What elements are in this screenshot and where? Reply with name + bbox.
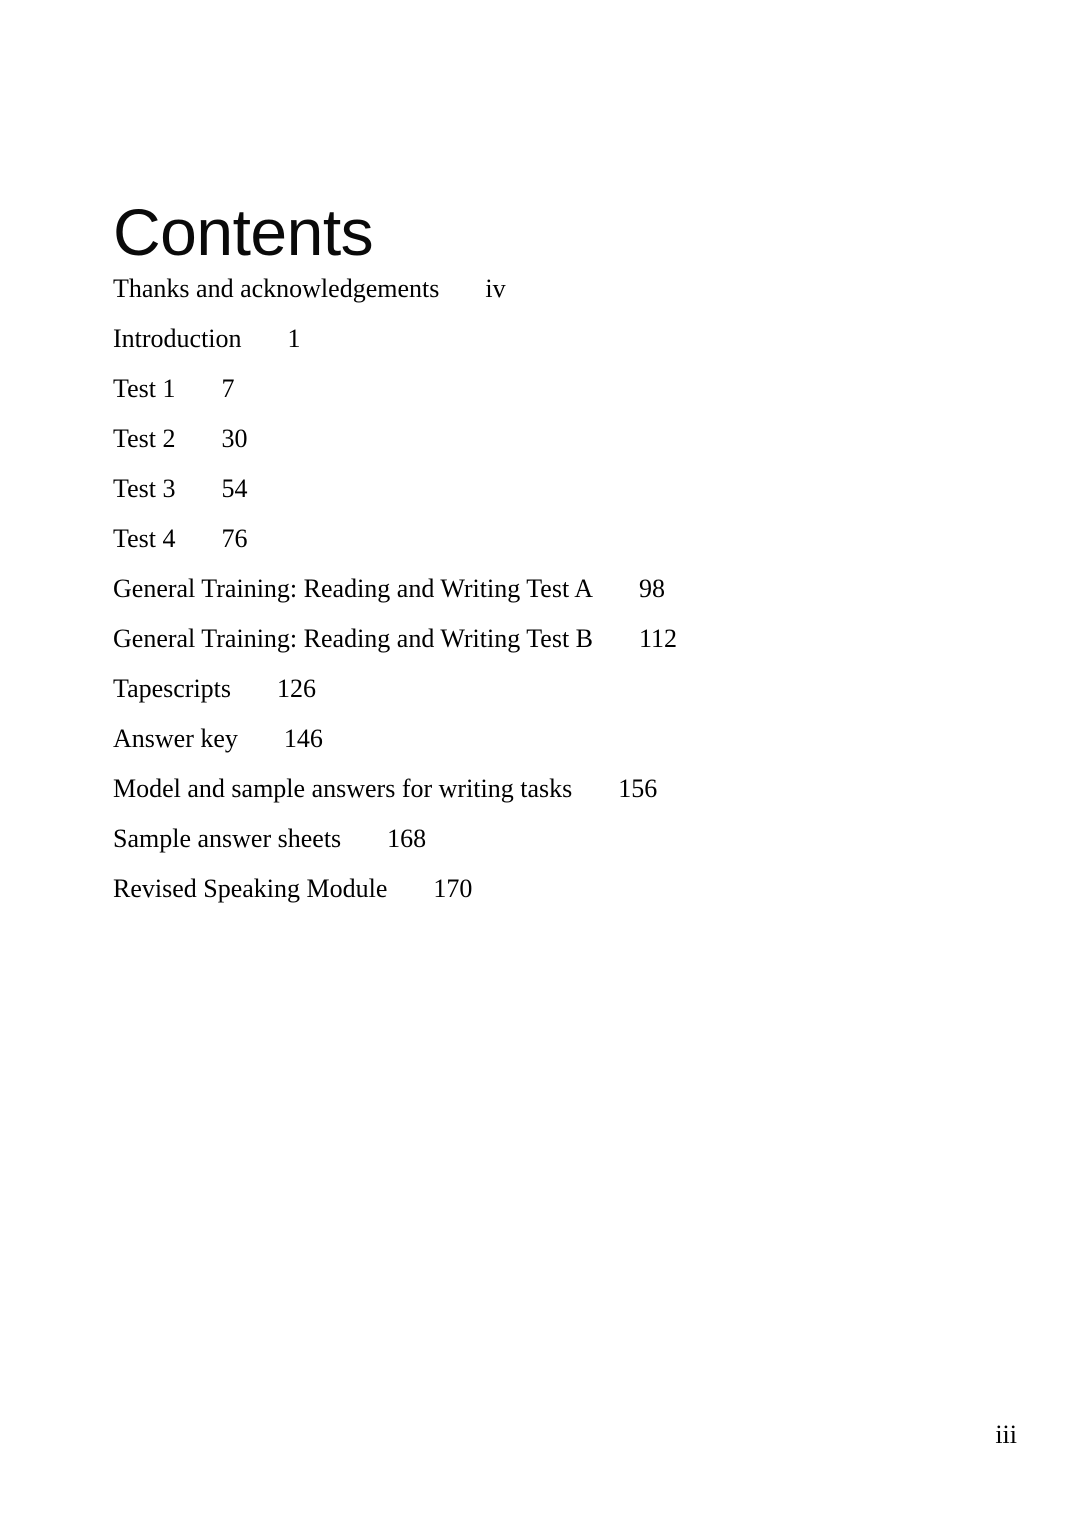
page-folio: iii [995,1420,1017,1449]
toc-entry-title: General Training: Reading and Writing Test A [113,574,594,603]
toc-entry-page-number: 146 [283,724,323,753]
toc-entry-page-number: 7 [221,374,235,403]
toc-entry-page-number: 1 [287,324,301,353]
toc-entry[interactable] [113,564,973,614]
toc-entry[interactable] [113,764,973,814]
toc-entry[interactable] [113,664,973,714]
toc-entry[interactable] [113,264,973,314]
toc-entry-title: Test 1 [113,374,176,403]
toc-entry-page-number: 168 [387,824,427,853]
toc-entry[interactable] [113,514,973,564]
toc-entry-page-number: 170 [433,874,473,903]
toc-entry-title: General Training: Reading and Writing Test B [113,624,594,653]
toc-entry-page-number: 54 [221,474,248,503]
toc-entry-title: Test 2 [113,424,176,453]
toc-entry-title: Answer key [113,724,238,753]
toc-entry[interactable] [113,814,973,864]
toc-entry-title: Test 4 [113,524,176,553]
toc-entry-title: Tapescripts [113,674,232,703]
toc-entry-page-number: 98 [639,574,666,603]
toc-entry-page-number: 76 [221,524,248,553]
table-of-contents [113,264,973,914]
toc-entry-page-number: 30 [221,424,248,453]
toc-entry-title: Thanks and acknowledgements [113,274,440,303]
toc-entry-title: Introduction [113,324,242,353]
toc-entry[interactable] [113,414,973,464]
toc-entry[interactable] [113,314,973,364]
toc-entry[interactable] [113,714,973,764]
toc-entry-page-number: 126 [277,674,317,703]
toc-entry-title: Revised Speaking Module [113,874,388,903]
toc-entry[interactable] [113,614,973,664]
toc-entry[interactable] [113,864,973,914]
toc-entry-page-number: 156 [618,774,658,803]
page-title: Contents [113,195,374,270]
toc-entry-title: Model and sample answers for writing tasks [113,774,573,803]
toc-entry-page-number: 112 [639,624,678,653]
toc-entry-title: Sample answer sheets [113,824,342,853]
toc-entry[interactable] [113,464,973,514]
toc-entry[interactable] [113,364,973,414]
toc-entry-title: Test 3 [113,474,176,503]
toc-entry-page-number: iv [485,274,506,303]
